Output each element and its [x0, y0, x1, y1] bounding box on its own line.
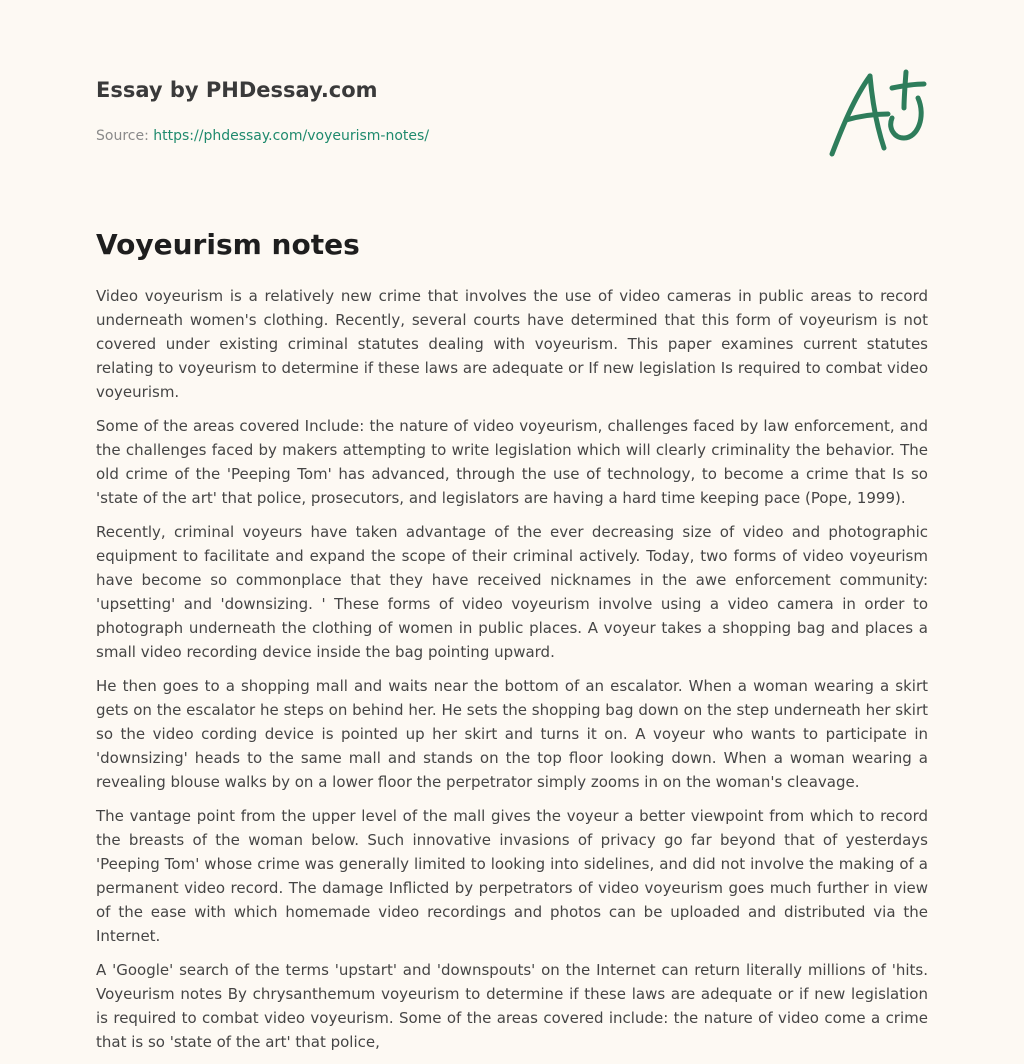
- brand-title: Essay by PHDessay.com: [96, 78, 378, 102]
- source-link[interactable]: https://phdessay.com/voyeurism-notes/: [153, 128, 430, 144]
- a-plus-grade-logo-icon: [826, 68, 928, 162]
- paragraph-1: Video voyeurism is a relatively new crime that involves the use of video cameras in public areas to record underneath women's clothing. Recently, several courts have determined that this form of voyeurism is not covered under existing criminal statutes dealing with voyeurism. This paper examines current statutes relating to voyeurism to determine if these laws are adequate or If new legislation Is required to combat video voyeurism.: [96, 287, 928, 401]
- source-line: [96, 126, 928, 146]
- paragraph-3: Recently, criminal voyeurs have taken advantage of the ever decreasing size of video and photographic equipment to facilitate and expand the scope of their criminal actively. Today, two forms of video voyeurism have become so commonplace that they have received nicknames in the awe enforcement community: 'upsetting' and 'downsizing. ' These forms of video voyeurism involve using a video camera in order to photograph underneath the clothing of women in public places. A voyeur takes a shopping bag and places a small video recording device inside the bag pointing upward.: [96, 523, 928, 661]
- essay-body: [96, 284, 928, 1064]
- document-title: Voyeurism notes: [96, 228, 360, 261]
- paragraph-4: He then goes to a shopping mall and waits near the bottom of an escalator. When a woman wearing a skirt gets on the escalator he steps on behind her. He sets the shopping bag down on the step underneath her skirt so the video cording device is pointed up her skirt and turns it on. A voyeur who wants to participate in 'downsizing' heads to the same mall and stands on the top floor looking down. When a woman wearing a revealing blouse walks by on a lower floor the perpetrator simply zooms in on the woman's cleavage.: [96, 677, 928, 791]
- paragraph-6: A 'Google' search of the terms 'upstart' and 'downspouts' on the Internet can return literally millions of 'hits. Voyeurism notes By chrysanthemum voyeurism to determine if these laws are adequate or if new legislation is required to combat video voyeurism. Some of the areas covered include: the nature of video come a crime that is so 'state of the art' that police,: [96, 961, 928, 1051]
- source-label: Source:: [96, 128, 154, 144]
- paragraph-2: Some of the areas covered Include: the nature of video voyeurism, challenges faced by law enforcement, and the challenges faced by makers attempting to write legislation which will clearly criminality the behavior. The old crime of the 'Peeping Tom' has advanced, through the use of technology, to become a crime that Is so 'state of the art' that police, prosecutors, and legislators are having a hard time keeping pace (Pope, 1999).: [96, 417, 928, 507]
- essay-header: [96, 72, 928, 182]
- paragraph-5: The vantage point from the upper level of the mall gives the voyeur a better viewpoint from which to record the breasts of the woman below. Such innovative invasions of privacy go far beyond that of yesterdays 'Peeping Tom' whose crime was generally limited to looking into sidelines, and did not involve the making of a permanent video record. The damage Inflicted by perpetrators of video voyeurism goes much further in view of the ease with which homemade video recordings and photos can be uploaded and distributed via the Internet.: [96, 807, 928, 945]
